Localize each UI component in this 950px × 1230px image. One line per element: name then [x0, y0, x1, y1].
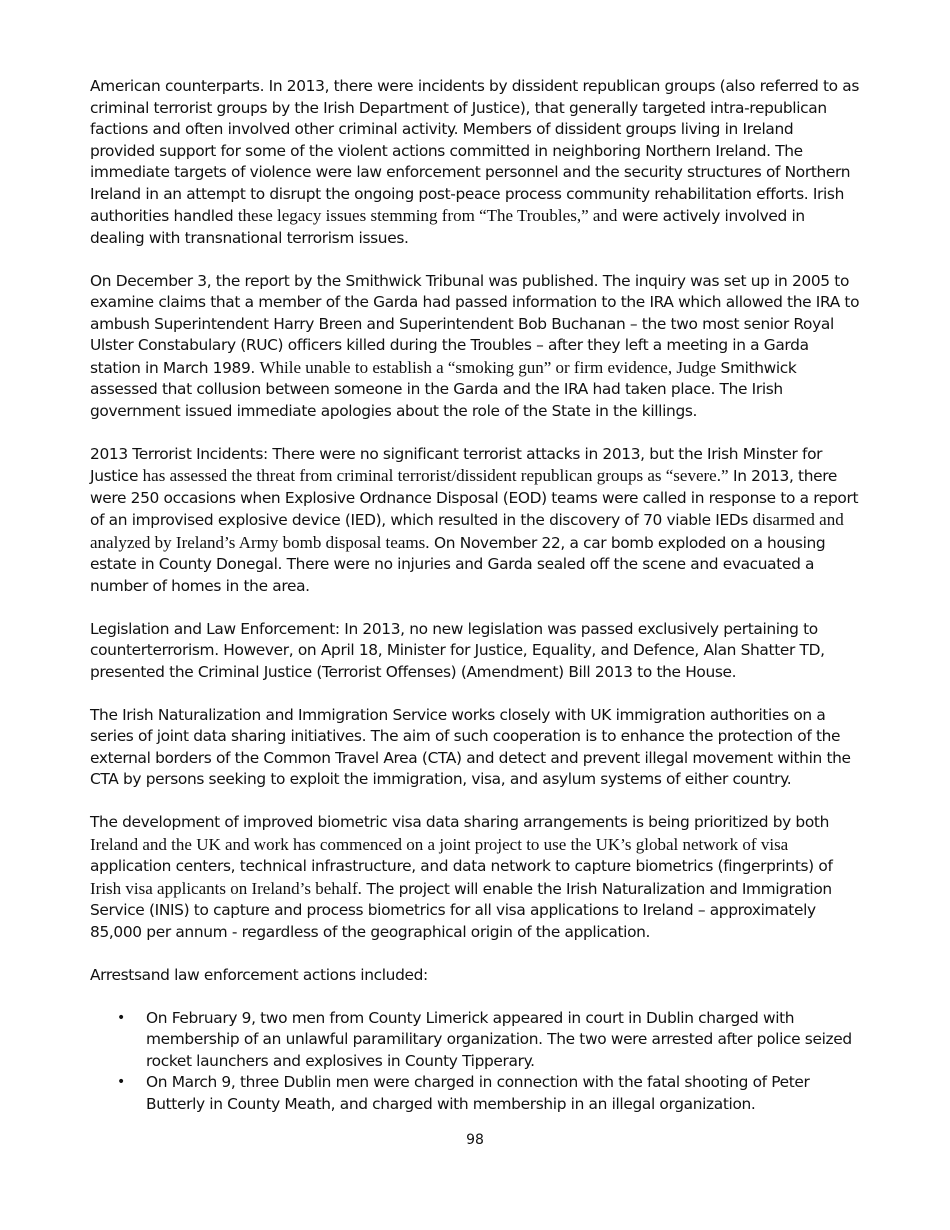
text-run-serif: these legacy issues stemming from “The Troubles,” and: [237, 206, 618, 225]
list-item: [90, 1072, 862, 1115]
list-item: [90, 1008, 862, 1073]
text-run: were actively involved in dealing with transnational terrorism issues.: [90, 207, 805, 247]
paragraph-terrorist-incidents: [90, 444, 862, 598]
list-item-text: On February 9, two men from County Limerick appeared in court in Dublin charged with membership of an unlawful paramilitary organization. The two were arrested after police seized rocket launchers and explosives in County Tipperary.: [146, 1008, 852, 1070]
text-run: On December 3, the report by the Smithwick Tribunal was published. The inquiry was set up in 2005 to examine claims that a member of the Garda had passed information to the IRA which allowed the IRA to ambush Superintendent Harry Breen and Superintendent Bob Buchanan – the two most senior Royal Ulster Constabulary (RUC) officers killed during the Troubles – after they left a meeting in a Garda station in March 1989.: [90, 271, 860, 377]
paragraph-arrests-intro: [90, 965, 862, 987]
page-number: 98: [466, 1132, 484, 1148]
text-run: application centers, technical infrastructure, and data network to capture biometrics (fingerprints) of: [90, 857, 833, 875]
text-run-serif: has assessed the threat from criminal terrorist/dissident republican groups as “severe.”: [142, 466, 729, 485]
paragraph-smithwick-tribunal: [90, 271, 862, 423]
paragraph-legislation: [90, 619, 862, 684]
section-heading-legislation: Legislation and Law Enforcement:: [90, 619, 340, 638]
text-run: In 2013, there were 250 occasions when Explosive Ordnance Disposal (EOD) teams were called in response to a report of an improvised explosive device (IED), which resulted in the discovery of 70 viable IEDs: [90, 467, 859, 529]
text-run: The development of improved biometric visa data sharing arrangements is being prioritized by both: [90, 813, 829, 831]
text-run: Arrestsand law enforcement actions included:: [90, 965, 428, 984]
text-run-serif: disarmed and analyzed by Ireland’s Army bomb disposal teams.: [90, 510, 844, 552]
text-run: The project will enable the Irish Naturalization and Immigration Service (INIS) to capture and process biometrics for all visa applications to Ireland – approximately 85,000 per annum - regardless of the geographical origin of the application.: [90, 879, 832, 941]
text-run-serif: Ireland and the UK and work has commenced on a joint project to use the UK’s global network of visa: [90, 834, 789, 854]
text-run: American counterparts. In 2013, there were incidents by dissident republican groups (also referred to as criminal terrorist groups by the Irish Department of Justice), that generally targeted intra-republican factions and often involved other criminal activity. Members of dissident groups living in Ireland provided support for some of the violent actions committed in neighboring Northern Ireland. The immediate targets of violence were law enforcement personnel and the security structures of Northern Ireland in an attempt to disrupt the ongoing post-peace process community rehabilitation efforts. Irish authorities handled: [90, 77, 860, 225]
text-run-serif: Irish visa applicants on Ireland’s behalf.: [90, 878, 362, 898]
text-run: Smithwick assessed that collusion between someone in the Garda and the IRA had taken place. The Irish government issued immediate apologies about the role of the State in the killings.: [90, 358, 797, 420]
section-heading-terrorist-incidents: 2013 Terrorist Incidents:: [90, 444, 268, 463]
text-run: The Irish Naturalization and Immigration Service works closely with UK immigration authorities on a series of joint data sharing initiatives. The aim of such cooperation is to enhance the protection of the external borders of the Common Travel Area (CTA) and detect and prevent illegal movement within the CTA by persons seeking to exploit the immigration, visa, and asylum systems of either country.: [90, 705, 851, 788]
bullet-icon: •: [117, 1074, 125, 1090]
paragraph-biometric-visa: [90, 812, 862, 943]
bullet-list-arrests: [90, 1008, 862, 1116]
text-run: There were no significant terrorist attacks in 2013, but the Irish Minster for Justice: [90, 444, 823, 485]
paragraph-immigration-service: [90, 705, 862, 791]
paragraph-dissident-groups: [90, 76, 862, 249]
text-run: On November 22, a car bomb exploded on a housing estate in County Donegal. There were no injuries and Garda sealed off the scene and evacuated a number of homes in the area.: [90, 533, 826, 595]
bullet-icon: •: [117, 1009, 125, 1026]
document-body: [90, 76, 862, 1115]
text-run-serif: While unable to establish a “smoking gun” or firm evidence, Judge: [259, 357, 717, 377]
list-item-text: On March 9, three Dublin men were charged in connection with the fatal shooting of Peter Butterly in County Meath, and charged with membership in an illegal organization.: [146, 1073, 810, 1113]
text-run: In 2013, no new legislation was passed exclusively pertaining to counterterrorism. However, on April 18, Minister for Justice, Equality, and Defence, Alan Shatter TD, presented the Criminal Justice (Terrorist Offenses) (Amendment) Bill 2013 to the House.: [90, 619, 825, 681]
